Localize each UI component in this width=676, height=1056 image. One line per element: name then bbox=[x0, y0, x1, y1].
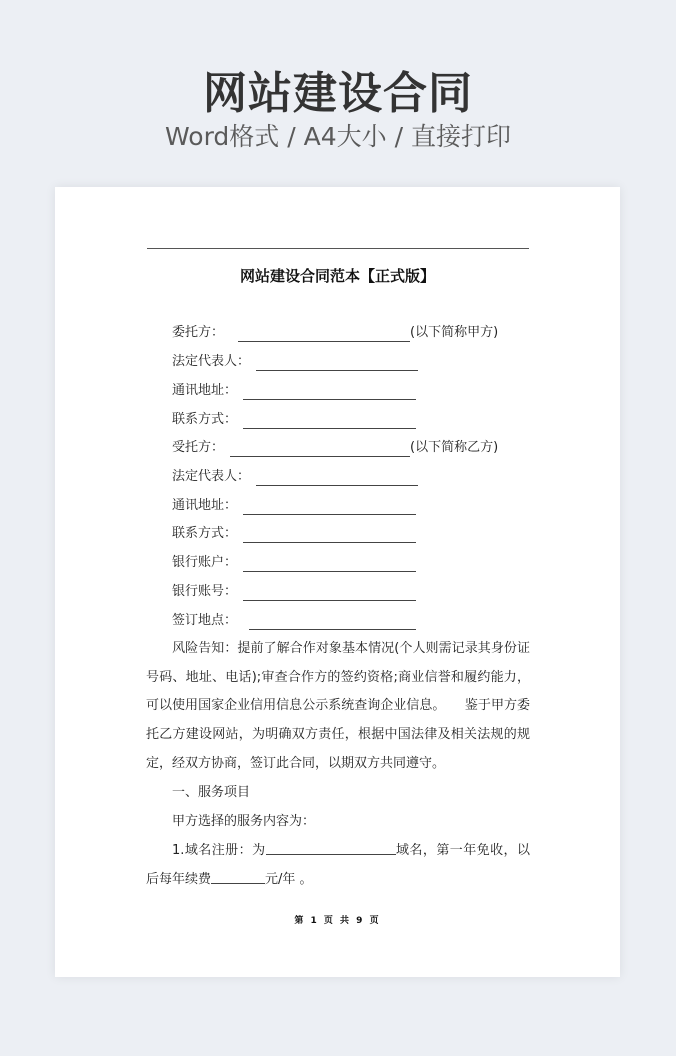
domain-item-suffix: 元/年 。 bbox=[265, 871, 313, 887]
service-intro-paragraph bbox=[146, 808, 530, 837]
party-b-contact-blank[interactable] bbox=[243, 528, 416, 543]
hero-subtitle: Word格式 / A4大小 / 直接打印 bbox=[165, 122, 511, 151]
field-label: 签订地点： bbox=[172, 613, 238, 628]
field-label: 银行账号： bbox=[172, 584, 238, 599]
field-bank-account-number bbox=[172, 583, 416, 601]
page-number: 第 1 页 共 9 页 bbox=[294, 916, 381, 926]
party-b-address-blank[interactable] bbox=[243, 500, 416, 515]
field-sign-place bbox=[172, 612, 416, 630]
field-label: 联系方式： bbox=[172, 526, 238, 541]
document-title: 网站建设合同范本【正式版】 bbox=[239, 267, 435, 285]
bank-account-number-blank[interactable] bbox=[243, 586, 416, 601]
field-party-b-rep bbox=[172, 468, 418, 486]
bank-account-name-blank[interactable] bbox=[243, 557, 416, 572]
domain-item-paragraph bbox=[146, 837, 530, 894]
field-party-b-contact bbox=[172, 525, 416, 543]
field-label: 通讯地址： bbox=[172, 383, 238, 398]
client-blank[interactable] bbox=[238, 327, 410, 342]
field-party-b-address bbox=[172, 497, 416, 515]
field-bank-account-name bbox=[172, 554, 416, 572]
service-intro-text: 甲方选择的服务内容为： bbox=[172, 814, 316, 829]
field-suffix: (以下简称乙方) bbox=[410, 440, 499, 455]
risk-notice-text: 风险告知：提前了解合作对象基本情况(个人则需记录其身份证号码、地址、电话);审查合作方的签约资格;商业信誉和履约能力，可以使用国家企业信用信息公示系统查询企业信息。 鉴于甲方委托乙方建设网站，为明确双方责任，根据中国法律及相关法规的规定，经双方协商，签订此合同，以期双方共同遵守。 bbox=[146, 641, 530, 771]
field-label: 法定代表人： bbox=[172, 469, 251, 484]
hero-title: 网站建设合同 bbox=[203, 68, 473, 119]
field-party-a-address bbox=[172, 382, 416, 400]
field-label: 联系方式： bbox=[172, 412, 238, 427]
field-label: 委托方： bbox=[172, 325, 225, 340]
document-page bbox=[55, 187, 620, 977]
risk-notice-paragraph bbox=[146, 635, 530, 779]
field-contractor bbox=[172, 439, 498, 457]
section-heading bbox=[146, 779, 530, 808]
party-b-rep-blank[interactable] bbox=[256, 471, 418, 486]
field-party-a-rep bbox=[172, 353, 418, 371]
field-label: 法定代表人： bbox=[172, 354, 251, 369]
domain-name-blank[interactable] bbox=[266, 840, 396, 855]
field-label: 通讯地址： bbox=[172, 498, 238, 513]
party-a-address-blank[interactable] bbox=[243, 385, 416, 400]
domain-item-middle: 域名，第一年免收，以后每年续费 bbox=[146, 843, 530, 887]
contractor-blank[interactable] bbox=[230, 442, 410, 457]
field-client bbox=[172, 324, 498, 342]
domain-item-prefix: 1.域名注册：为 bbox=[172, 843, 266, 858]
field-party-a-contact bbox=[172, 411, 416, 429]
party-a-rep-blank[interactable] bbox=[256, 356, 418, 371]
renewal-fee-blank[interactable] bbox=[211, 869, 265, 884]
section-1-heading: 一、服务项目 bbox=[172, 785, 251, 800]
header-rule bbox=[147, 248, 529, 249]
sign-place-blank[interactable] bbox=[249, 615, 416, 630]
field-label: 受托方： bbox=[172, 440, 225, 455]
party-a-contact-blank[interactable] bbox=[243, 414, 416, 429]
field-label: 银行账户： bbox=[172, 555, 238, 570]
field-suffix: (以下简称甲方) bbox=[410, 325, 499, 340]
